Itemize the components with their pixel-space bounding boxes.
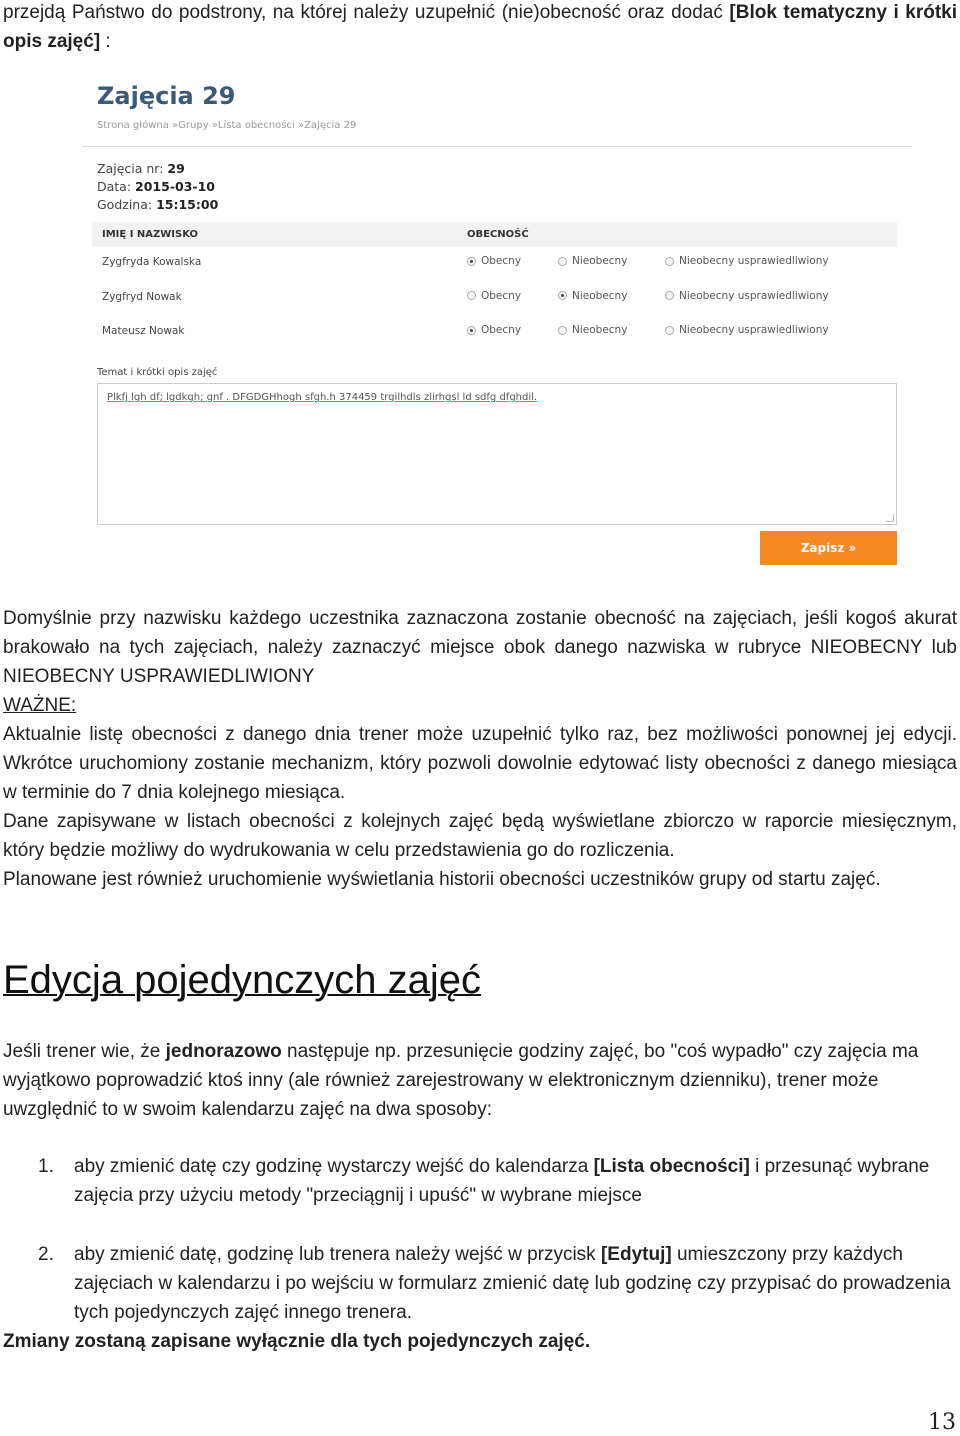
- option-label: Nieobecny: [572, 255, 628, 267]
- topic-label: Temat i krótki opis zajęć: [97, 367, 218, 378]
- option-label: Nieobecny: [572, 289, 628, 302]
- attendance-option[interactable]: [467, 290, 521, 302]
- radio-button[interactable]: [467, 291, 476, 300]
- radio-button[interactable]: [467, 326, 476, 335]
- attendance-option[interactable]: [665, 290, 829, 302]
- option-label: Obecny: [481, 255, 522, 267]
- report-paragraph: Dane zapisywane w listach obecności z kolejnych zajęć będą wyświetlane zbiorczo w raporcie miesięcznym, który będzie możliwy do wydrukowania w celu przedstawienia go do rozliczenia.: [3, 811, 957, 861]
- class-number: Zajęcia nr: 29: [97, 161, 185, 176]
- list-text: aby zmienić datę czy godzinę wystarczy wejść do kalendarza [Lista obecności] i przesunąć wybrane zajęcia przy użyciu metody "przeciągnij i upuść" w wybrane miejsce: [74, 1156, 930, 1206]
- important-label: WAŻNE:: [3, 695, 77, 716]
- attendance-option[interactable]: [665, 255, 829, 267]
- radio-button[interactable]: [665, 291, 674, 300]
- class-meta: [97, 160, 218, 214]
- breadcrumb[interactable]: Strona główna »Grupy »Lista obecności »Zajęcia 29: [97, 120, 357, 131]
- history-paragraph: Planowane jest również uruchomienie wyświetlania historii obecności uczestników grupy od startu zajęć.: [3, 869, 881, 890]
- column-header-attendance: OBECNOŚĆ: [467, 229, 529, 240]
- attendance-row: [92, 246, 897, 280]
- attendance-option[interactable]: [467, 324, 521, 336]
- intro-text: przejdą Państwo do podstrony, na której należy uzupełnić (nie)obecność oraz dodać: [3, 2, 730, 23]
- attendance-row: [92, 315, 897, 349]
- page-number: 13: [928, 1410, 956, 1435]
- resize-handle-icon[interactable]: [886, 514, 894, 522]
- section-heading: Edycja pojedynczych zajęć: [3, 958, 482, 1002]
- attendance-option[interactable]: [558, 290, 627, 302]
- attendance-table-header: [92, 222, 897, 247]
- list-number: 1.: [38, 1156, 54, 1177]
- attendance-option[interactable]: [558, 324, 627, 336]
- intro-colon: :: [100, 31, 111, 52]
- radio-button[interactable]: [467, 257, 476, 266]
- attendance-option[interactable]: [558, 255, 627, 267]
- option-label: Obecny: [481, 324, 522, 336]
- topic-textarea[interactable]: [97, 383, 897, 525]
- option-label: Nieobecny usprawiedliwiony: [679, 289, 829, 302]
- option-label: Nieobecny usprawiedliwiony: [679, 324, 829, 336]
- radio-button[interactable]: [558, 326, 567, 335]
- attendance-row: [92, 281, 897, 315]
- save-button[interactable]: Zapisz »: [760, 531, 897, 565]
- list-text: aby zmienić datę, godzinę lub trenera należy wejść w przycisk [Edytuj] umieszczony przy każdych zajęciach w kalendarzu i po wejściu w formularz zmienić datę lub godzinę czy przypisać do prowadzenia tych pojedynczych zajęć innego trenera.: [74, 1244, 951, 1323]
- radio-button[interactable]: [665, 257, 674, 266]
- divider: [82, 146, 912, 147]
- option-label: Nieobecny: [572, 324, 628, 336]
- closing-note: Zmiany zostaną zapisane wyłącznie dla tych pojedynczych zajęć.: [3, 1331, 591, 1352]
- attendance-screenshot: [82, 76, 912, 570]
- radio-button[interactable]: [558, 291, 567, 300]
- default-attendance-paragraph: Domyślnie przy nazwisku każdego uczestnika zaznaczona zostanie obecność na zajęciach, jeśli kogoś akurat brakowało na tych zajęciach, należy zaznaczyć miejsce obok danego nazwiska w rubryce NIEOBECNY lub NIEOBECNY USPRAWIEDLIWIONY: [3, 608, 957, 687]
- option-label: Nieobecny usprawiedliwiony: [679, 255, 829, 267]
- intro-paragraph: [3, 0, 957, 56]
- column-header-name: IMIĘ I NAZWISKO: [102, 229, 199, 240]
- page-title: Zajęcia 29: [97, 82, 236, 110]
- single-edit-paragraph: Jeśli trener wie, że jednorazowo następuje np. przesunięcie godziny zajęć, bo "coś wypadło" czy zajęcia ma wyjątkowo poprowadzić ktoś inny (ale również zarejestrowany w elektronicznym dzienniku), trener może uwzględnić to w swoim kalendarzu zajęć na dwa sposoby:: [3, 1041, 919, 1120]
- radio-button[interactable]: [665, 326, 674, 335]
- intro-bold-ref: [Blok tematyczny i krótki opis zajęć]: [3, 2, 958, 52]
- participant-name: Mateusz Nowak: [102, 325, 185, 337]
- attendance-option[interactable]: [665, 324, 829, 336]
- edit-limit-paragraph: Aktualnie listę obecności z danego dnia trener może uzupełnić tylko raz, bez możliwości ponownej jej edycji. Wkrótce uruchomiony zostanie mechanizm, który pozwoli dowolnie edytować listy obecności z danego miesiąca w terminie do 7 dnia kolejnego miesiąca.: [3, 724, 957, 803]
- class-time: Godzina: 15:15:00: [97, 197, 219, 212]
- explanation-block: [3, 604, 957, 894]
- attendance-option[interactable]: [467, 255, 521, 267]
- radio-button[interactable]: [558, 257, 567, 266]
- option-label: Obecny: [481, 289, 522, 302]
- participant-name: Zygfryd Nowak: [102, 290, 182, 303]
- list-number: 2.: [38, 1244, 54, 1265]
- topic-text: Plkfj lgh df; lgdkgh; gnf . DFGDGHhogh sfgh.h 374459 trgilhdls zlirhgsl ld sdfg dfghdil.: [107, 392, 538, 403]
- participant-name: Zygfryda Kowalska: [102, 256, 202, 268]
- class-date: Data: 2015-03-10: [97, 179, 215, 194]
